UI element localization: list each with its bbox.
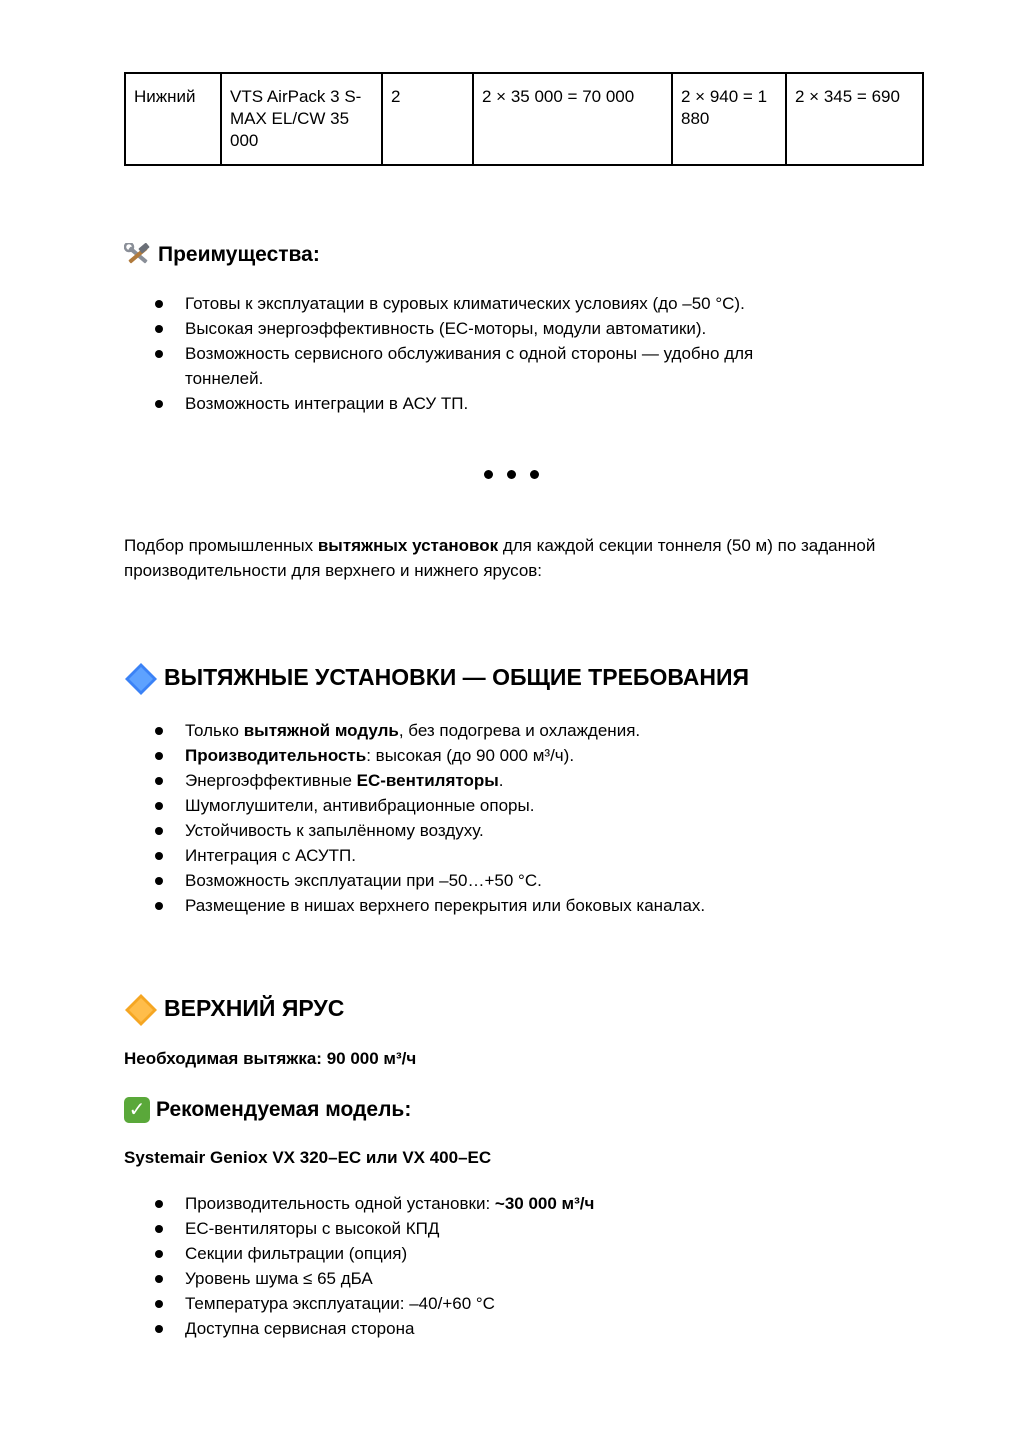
list-item: Высокая энергоэффективность (EC-моторы, модули автоматики). [124,316,884,341]
recommended-model-title: Рекомендуемая модель: [156,1098,412,1121]
list-item: Устойчивость к запылённому воздуху. [124,818,904,843]
table-cell-tier: Нижний [125,73,221,165]
bullet-icon [155,1200,163,1208]
general-requirements-title: ВЫТЯЖНЫЕ УСТАНОВКИ — ОБЩИЕ ТРЕБОВАНИЯ [164,664,750,691]
list-item: Размещение в нишах верхнего перекрытия или боковых каналах. [124,893,904,918]
list-item: Только вытяжной модуль, без подогрева и охлаждения. [124,718,904,743]
model-name: Systemair Geniox VX 320–EC или VX 400–EC [124,1148,492,1167]
list-item: Энергоэффективные EC-вентиляторы. [124,768,904,793]
list-item: Шумоглушители, антивибрационные опоры. [124,793,904,818]
units-table [124,72,924,166]
bullet-icon [155,1225,163,1233]
list-item: Возможность интеграции в АСУ ТП. [124,391,884,416]
list-item: Температура эксплуатации: –40/+60 °C [124,1291,904,1316]
list-item: Уровень шума ≤ 65 дБА [124,1266,904,1291]
orange-diamond-icon [124,993,158,1027]
table-cell-weight: 2 × 345 = 690 [786,73,923,165]
advantages-title: Преимущества: [158,243,320,266]
intro-paragraph: Подбор промышленных вытяжных установок для каждой секции тоннеля (50 м) по заданной производительности для верхнего и нижнего ярусов: [124,536,876,580]
table-row [125,73,923,165]
list-item: Секции фильтрации (опция) [124,1241,904,1266]
bullet-icon [155,1275,163,1283]
bullet-icon [155,902,163,910]
model-features-list [124,1191,904,1341]
table-cell-airflow: 2 × 35 000 = 70 000 [473,73,672,165]
section-separator [484,470,540,480]
bullet-icon [155,827,163,835]
general-requirements-list [124,718,904,918]
advantages-heading [124,241,320,269]
advantages-list [124,291,884,416]
list-item: Интеграция с АСУТП. [124,843,904,868]
bullet-icon [155,300,163,308]
bullet-icon [155,1250,163,1258]
upper-tier-heading [124,993,344,1027]
list-item: EC-вентиляторы с высокой КПД [124,1216,904,1241]
bullet-icon [155,727,163,735]
table-cell-model: VTS AirPack 3 S-MAX EL/CW 35 000 [221,73,382,165]
list-item: Доступна сервисная сторона [124,1316,904,1341]
check-mark-icon: ✓ [124,1097,150,1123]
list-item: Возможность сервисного обслуживания с одной стороны — удобно для тоннелей. [124,341,884,391]
upper-tier-title: ВЕРХНИЙ ЯРУС [164,995,345,1022]
list-item: Производительность одной установки: ~30 000 м³/ч [124,1191,904,1216]
list-item: Возможность эксплуатации при –50…+50 °C. [124,868,904,893]
recommended-model-heading [124,1096,411,1124]
bullet-icon [155,802,163,810]
blue-diamond-icon [124,662,158,696]
bullet-icon [155,350,163,358]
bullet-icon [155,852,163,860]
required-exhaust: Необходимая вытяжка: 90 000 м³/ч [124,1049,417,1068]
hammer-and-wrench-icon [124,243,152,267]
bullet-icon [155,777,163,785]
list-item: Готовы к эксплуатации в суровых климатических условиях (до –50 °C). [124,291,884,316]
bullet-icon [155,877,163,885]
bullet-icon [155,1300,163,1308]
bullet-icon [155,400,163,408]
list-item: Производительность: высокая (до 90 000 м³/ч). [124,743,904,768]
table-cell-power: 2 × 940 = 1 880 [672,73,786,165]
bullet-icon [155,752,163,760]
table-cell-count: 2 [382,73,473,165]
bullet-icon [155,325,163,333]
bullet-icon [155,1325,163,1333]
general-requirements-heading [124,662,749,696]
